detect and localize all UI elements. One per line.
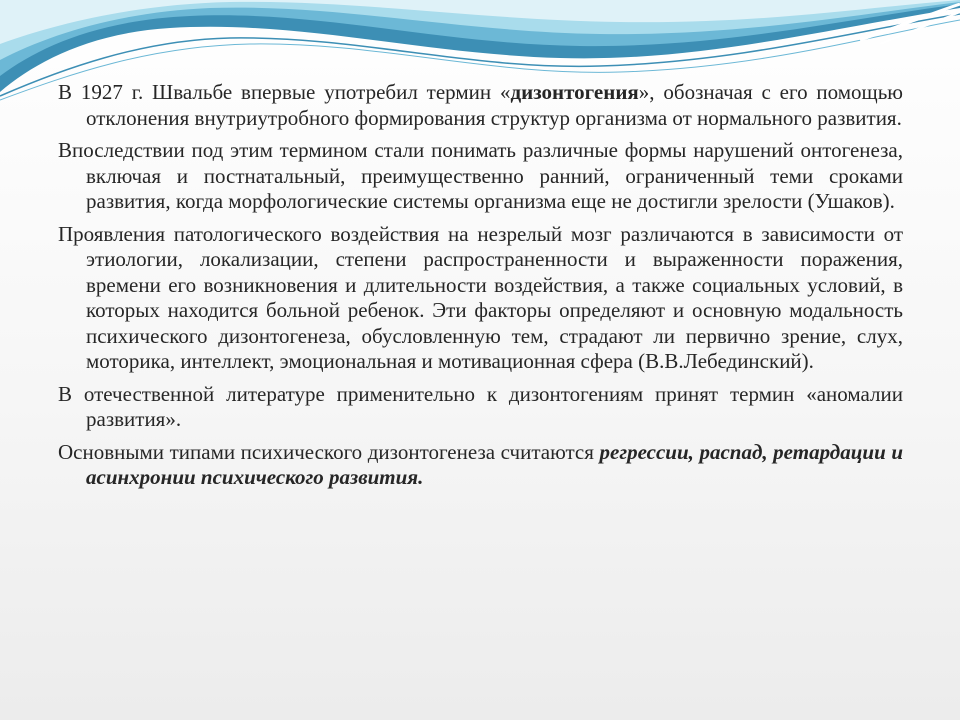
- paragraph-4-run-1: В отечественной литературе применительно к дизонтогениям принят термин «аномалии развития».: [58, 381, 903, 431]
- paragraph-3-run-1: Проявления патологического воздействия на незрелый мозг различаются в зависимости от этиологии, локализации, степени распространенности и выраженности поражения, времени его возникновения и длительности воздействия, а также социальных условий, в которых находится больной ребенок. Эти факторы определяют и основную модальность психического дизонтогенеза, обусловленную тем, страдают ли первично зрение, слух, моторика, интеллект, эмоциональная и мотивационная сфера (В.В.Лебединский).: [58, 221, 903, 373]
- paragraph-4: [58, 382, 903, 433]
- paragraph-3: [58, 222, 903, 375]
- paragraph-5-run-2: регрессии, распад, ретардации и асинхронии психического развития.: [86, 439, 903, 489]
- paragraph-5: [58, 440, 903, 491]
- paragraph-2-run-1: Впоследствии под этим термином стали понимать различные формы нарушений онтогенеза, включая и постнатальный, преимущественно ранний, ограниченный теми сроками развития, когда морфологические системы организма еще не достигли зрелости (Ушаков).: [58, 138, 903, 213]
- paragraph-1: [58, 80, 903, 131]
- paragraph-1-run-3: », обозначая с его помощью отклонения внутриутробного формирования структур организма от нормального развития.: [86, 80, 903, 130]
- paragraph-5-run-1: Основными типами психического дизонтогенеза считаются: [58, 439, 600, 464]
- slide-body-text: [58, 80, 903, 498]
- paragraph-2: [58, 138, 903, 215]
- paragraph-1-run-2: дизонтогения: [510, 80, 639, 104]
- paragraph-1-run-1: В 1927 г. Швальбе впервые употребил термин «: [58, 80, 511, 104]
